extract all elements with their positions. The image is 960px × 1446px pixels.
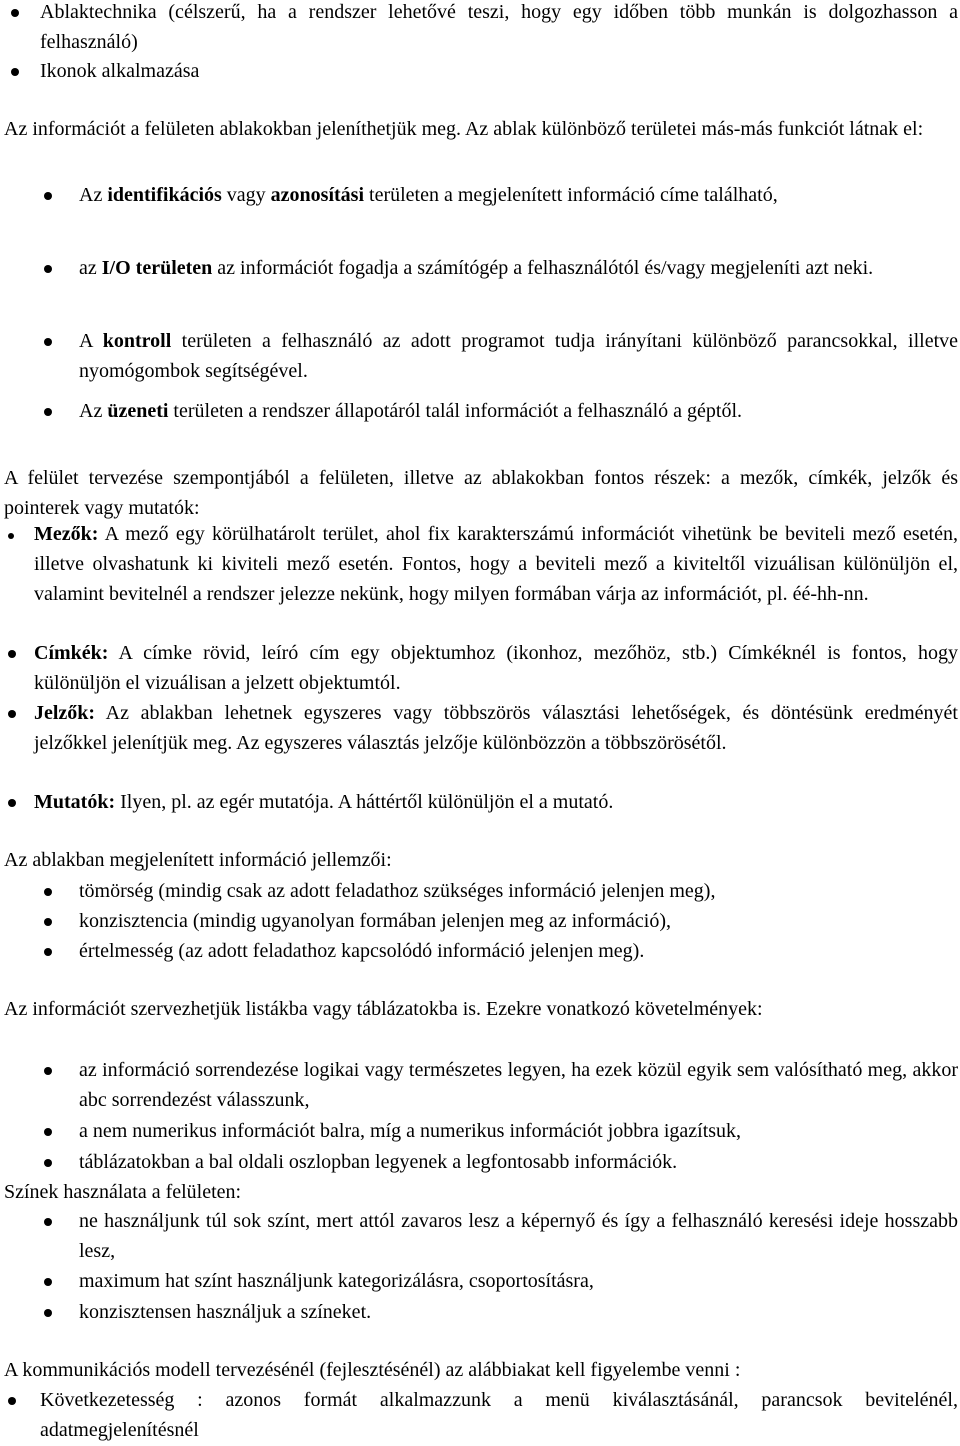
bullet-icon	[8, 1397, 16, 1405]
bullet-icon	[8, 710, 16, 718]
bullet-icon	[44, 408, 52, 416]
list-item: a nem numerikus információt balra, míg a numerikus információt jobbra igazítsuk,	[79, 1116, 958, 1146]
bullet-icon	[44, 1309, 52, 1317]
paragraph-tervezes: A felület tervezése szempontjából a felületen, illetve az ablakokban fontos részek: a mezők, címkék, jelzők és pointerek vagy mutatók:	[4, 467, 958, 519]
bullet-icon	[44, 338, 52, 346]
list-item: konzisztencia (mindig ugyanolyan formában jelenjen meg az információ),	[79, 906, 958, 936]
list-item: Jelzők: Az ablakban lehetnek egyszeres vagy többszörös választási lehetőségek, és döntésünk eredményét jelzőkkel jelenítjük meg. Az egyszeres választás jelzője különbözzön a többszörösétől.	[34, 698, 958, 758]
list-item: értelmesség (az adott feladathoz kapcsolódó információ jelenjen meg).	[79, 936, 958, 966]
list-item: tömörség (mindig csak az adott feladathoz szükséges információ jelenjen meg),	[79, 876, 958, 906]
bullet-icon	[11, 9, 19, 17]
list-item: Az üzeneti területen a rendszer állapotáról talál információt a felhasználó a géptől.	[79, 396, 958, 426]
bullet-icon	[8, 799, 16, 807]
paragraph-listak: Az információt szervezhetjük listákba vagy táblázatokba is. Ezekre vonatkozó követelmények:	[4, 998, 763, 1020]
list-item: Ablaktechnika (célszerű, ha a rendszer lehetővé teszi, hogy egy időben több munkán is dolgozhasson a felhasználó)	[40, 0, 958, 57]
bullet-icon	[44, 192, 52, 200]
list-item: konzisztensen használjuk a színeket.	[79, 1297, 958, 1327]
paragraph-kommunikacio: A kommunikációs modell tervezésénél (fejlesztésénél) az alábbiakat kell figyelembe venni :	[4, 1359, 741, 1381]
bullet-icon	[44, 888, 52, 896]
bullet-icon	[44, 1128, 52, 1136]
list-item: ne használjunk túl sok színt, mert attól zavaros lesz a képernyő és így a felhasználó keresési ideje hosszabb lesz,	[79, 1206, 958, 1266]
paragraph-ablak: Az információt a felületen ablakokban jeleníthetjük meg. Az ablak különböző területei más-más funkciót látnak el:	[4, 118, 924, 140]
list-item: Az identifikációs vagy azonosítási területen a megjelenített információ címe található,	[79, 180, 958, 210]
paragraph-jellemzoi: Az ablakban megjelenített információ jellemzői:	[4, 849, 392, 871]
list-item: A kontroll területen a felhasználó az adott programot tudja irányítani különböző parancsokkal, illetve nyomógombok segítségével.	[79, 326, 958, 386]
bullet-icon	[44, 1159, 52, 1167]
list-item: maximum hat színt használjunk kategorizálásra, csoportosításra,	[79, 1266, 958, 1296]
bullet-icon	[44, 1278, 52, 1286]
bullet-icon	[8, 533, 14, 539]
bullet-icon	[11, 68, 19, 76]
paragraph-szinek: Színek használata a felületen:	[4, 1181, 242, 1203]
bullet-icon	[44, 918, 52, 926]
list-item: az I/O területen az információt fogadja a számítógép a felhasználótól és/vagy megjeleníti azt neki.	[79, 253, 958, 283]
list-item: Ikonok alkalmazása	[40, 56, 958, 86]
list-item: Mutatók: Ilyen, pl. az egér mutatója. A háttértől különüljön el a mutató.	[34, 787, 958, 817]
bullet-icon	[8, 650, 16, 658]
list-item: Címkék: A címke rövid, leíró cím egy objektumhoz (ikonhoz, mezőhöz, stb.) Címkéknél is fontos, hogy különüljön el vizuálisan a jelzett objektumtól.	[34, 638, 958, 698]
list-item: Következetesség : azonos formát alkalmazzunk a menü kiválasztásánál, parancsok bevitelénél, adatmegjelenítésnél	[40, 1385, 958, 1445]
bullet-icon	[44, 1067, 52, 1075]
bullet-icon	[44, 948, 52, 956]
list-item: az információ sorrendezése logikai vagy természetes legyen, ha ezek közül egyik sem valósítható meg, akkor abc sorrendezést válasszunk,	[79, 1055, 958, 1115]
list-item: táblázatokban a bal oldali oszlopban legyenek a legfontosabb információk.	[79, 1147, 958, 1177]
list-item: Mezők: A mező egy körülhatárolt terület, ahol fix karakterszámú információt vihetünk be beviteli mező esetén, illetve olvashatunk ki kiviteli mező esetén. Fontos, hogy a beviteli mező a kiviteltől vizuálisan különüljön el, valamint bevitelnél a rendszer jelezze nekünk, hogy milyen formában várja az információt, pl. éé-hh-nn.	[34, 519, 958, 609]
bullet-icon	[44, 265, 52, 273]
bullet-icon	[44, 1218, 52, 1226]
